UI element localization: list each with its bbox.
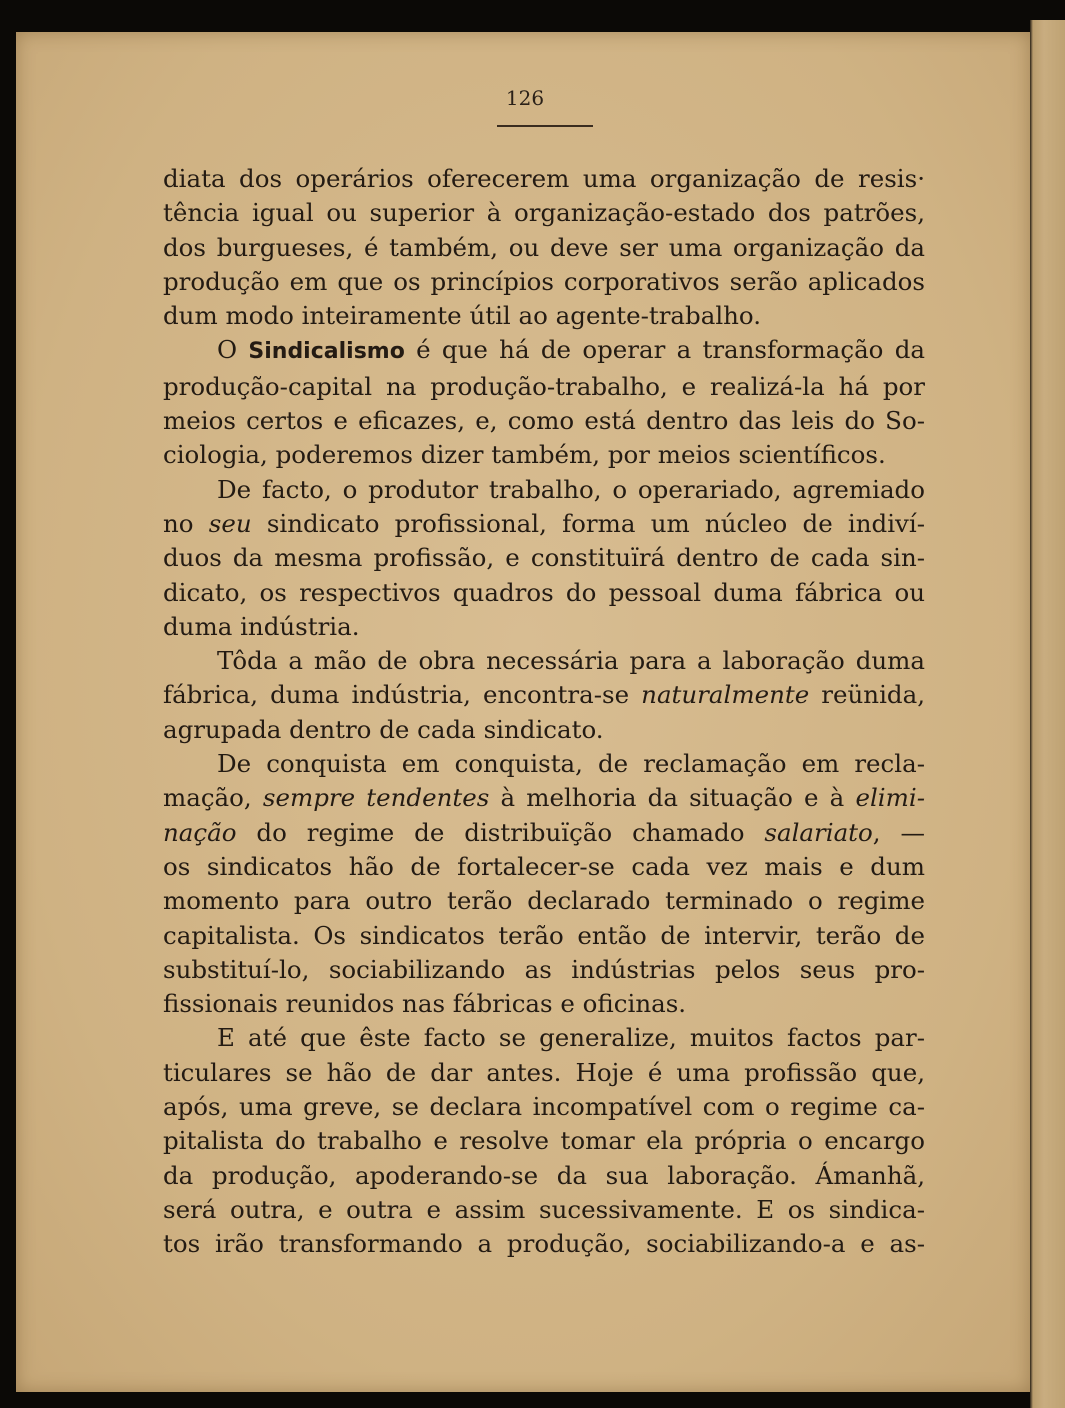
text-line	[163, 1124, 925, 1158]
text-line	[163, 1159, 925, 1193]
text-line	[163, 370, 925, 404]
italic-text: elimi-	[855, 783, 925, 813]
italic-text: sempre tendentes	[262, 783, 490, 813]
text-line	[163, 747, 925, 781]
text-line	[163, 987, 925, 1021]
header-rule	[497, 125, 593, 127]
text-line	[163, 1056, 925, 1090]
text-segment: no	[163, 508, 209, 538]
page-number: 126	[505, 86, 545, 110]
text-segment: sindicato profissional, forma um núcleo de indiví-	[251, 508, 925, 538]
text-line	[163, 196, 925, 230]
text-line	[163, 610, 925, 644]
text-line	[163, 644, 925, 678]
text-line	[163, 404, 925, 438]
text-line	[163, 438, 925, 472]
italic-text: naturalmente	[641, 680, 810, 710]
text-line	[163, 576, 925, 610]
emphasis-text: Sindicalismo	[248, 339, 405, 365]
text-segment: tos irão transformando a produção, sociabilizando-a e as-	[163, 1229, 925, 1259]
text-segment: mação,	[163, 783, 263, 813]
text-segment: Tôda a mão de obra necessária para a laboração duma	[217, 646, 925, 676]
text-segment: duos da mesma profissão, e constituïrá dentro de cada sin-	[163, 543, 925, 573]
text-line	[163, 1021, 925, 1055]
text-segment: tência igual ou superior à organização-estado dos patrões,	[163, 198, 925, 228]
text-segment: produção-capital na produção-trabalho, e realizá-la há por	[163, 371, 925, 401]
text-segment: dos burgueses, é também, ou deve ser uma organização da	[163, 232, 925, 262]
text-line	[163, 919, 925, 953]
text-line	[163, 265, 925, 299]
text-segment: meios certos e eficazes, e, como está dentro das leis do So-	[163, 406, 925, 436]
text-line	[163, 884, 925, 918]
text-line	[163, 781, 925, 815]
text-line	[163, 678, 925, 712]
text-line	[163, 850, 925, 884]
text-segment: , —	[872, 817, 926, 847]
text-segment: os sindicatos hão de fortalecer-se cada vez mais e dum	[163, 851, 925, 881]
text-segment: duma indústria.	[163, 611, 360, 641]
text-segment: fissionais reunidos nas fábricas e oficinas.	[163, 989, 687, 1019]
text-segment: capitalista. Os sindicatos terão então de intervir, terão de	[163, 920, 925, 950]
text-line	[163, 1193, 925, 1227]
text-line	[163, 231, 925, 265]
text-segment: E até que êste facto se generalize, muitos factos par-	[217, 1023, 925, 1053]
text-segment: da produção, apoderando-se da sua laboração. Ámanhã,	[163, 1160, 925, 1190]
text-segment: reünida,	[809, 680, 925, 710]
text-segment: O	[217, 335, 249, 365]
text-line	[163, 541, 925, 575]
text-segment: produção em que os princípios corporativos serão aplicados	[163, 266, 925, 296]
text-line	[163, 333, 925, 369]
text-segment: fábrica, duma indústria, encontra-se	[163, 680, 642, 710]
text-segment: De conquista em conquista, de reclamação em recla-	[217, 749, 925, 779]
text-segment: agrupada dentro de cada sindicato.	[163, 714, 604, 744]
italic-text: seu	[208, 508, 252, 538]
text-segment: é que há de operar a transformação da	[404, 335, 926, 365]
text-line	[163, 473, 925, 507]
text-line	[163, 713, 925, 747]
text-line	[163, 953, 925, 987]
text-line	[163, 507, 925, 541]
text-segment: diata dos operários oferecerem uma organização de resis·	[163, 164, 925, 193]
text-segment: ticulares se hão de dar antes. Hoje é uma profissão que,	[163, 1057, 925, 1087]
text-segment: De facto, o produtor trabalho, o operariado, agremiado	[217, 474, 925, 504]
text-line	[163, 1227, 925, 1261]
text-segment: após, uma greve, se declara incompatível com o regime ca-	[163, 1092, 925, 1122]
text-segment: substituí-lo, sociabilizando as indústrias pelos seus pro-	[163, 954, 925, 984]
italic-text: nação	[163, 817, 237, 847]
text-segment: pitalista do trabalho e resolve tomar ela própria o encargo	[163, 1126, 925, 1156]
text-segment: ciologia, poderemos dizer também, por meios scientíficos.	[163, 440, 886, 470]
text-segment: do regime de distribuïção chamado	[236, 817, 765, 847]
adjacent-page-edge	[1030, 20, 1065, 1408]
text-line	[163, 162, 925, 196]
text-segment: dum modo inteiramente útil ao agente-trabalho.	[163, 301, 762, 331]
text-line	[163, 299, 925, 333]
text-segment: à melhoria da situação e à	[489, 783, 856, 813]
text-segment: será outra, e outra e assim sucessivamente. E os sindica-	[163, 1194, 925, 1224]
text-segment: momento para outro terão declarado terminado o regime	[163, 886, 925, 916]
body-text	[163, 162, 925, 1262]
text-line	[163, 1090, 925, 1124]
text-segment: dicato, os respectivos quadros do pessoal duma fábrica ou	[163, 577, 925, 607]
italic-text: salariato	[764, 817, 873, 847]
text-line	[163, 816, 925, 850]
